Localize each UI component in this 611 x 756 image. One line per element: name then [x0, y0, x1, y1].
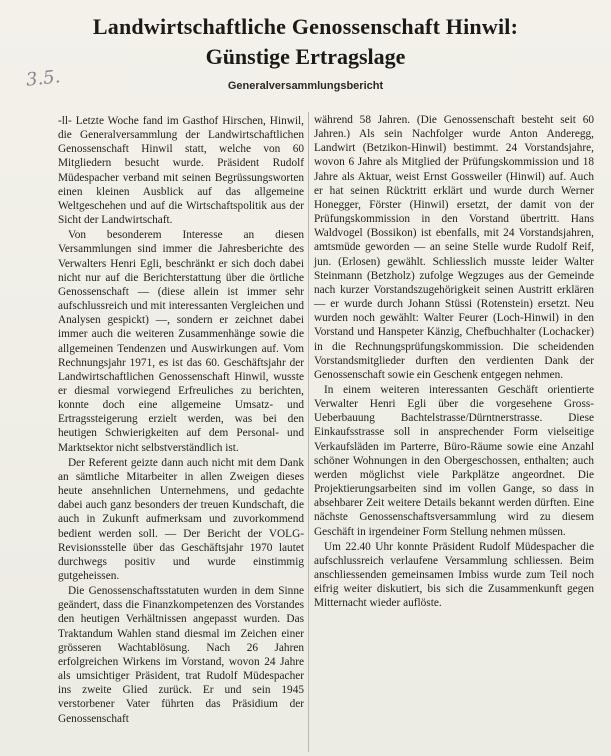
paragraph: Die Genossenschaftsstatuten wurden in dem Sinne geändert, dass die Finanzkompetenzen des Vorstandes den heutigen Verhältnissen angepasst wurden. Das Traktandum Wahlen stand diesmal im Zeichen einer grösseren Wachtablösung. Nach 26 Jahren erfolgreichen Wirkens im Vorstand, wovon 24 Jahre als umsichtiger Präsident, trat Rudolf Müdespacher ins zweite Glied zurück. Er und sein 1945 verstorbener Vater führten das Präsidium der Genossenschaft: [58, 585, 304, 725]
paragraph: Von besonderem Interesse an diesen Versammlungen sind immer die Jahresberichte des Verwalters Henri Egli, beschränkt er sich doch dabei nicht nur auf die Berichterstattung über die örtliche Genossenschaft — (diese allein ist immer sehr aufschlussreich und mit interessanten Vergleichen und Analysen gespickt) —, sondern er zeichnet dabei immer auch die weiteren Zusammenhänge sowie die allgemeinen Tendenzen und Auswirkungen auf. Vom Rechnungsjahr 1971, es ist das 60. Geschäftsjahr der Landwirtschaftlichen Genossenschaft Hinwil, wusste er diesmal vorwiegend Erfreuliches zu berichten, konnte doch eine allgemeine Umsatz- und Ertragssteigerung erzielt werden, was bei den heutigen Schwierigkeiten auf dem Personal- und Marktsektor nicht selbstverständlich ist.: [58, 229, 304, 454]
article-title-line-1: Landwirtschaftliche Genossenschaft Hinwil:: [92, 14, 519, 39]
article-subtitle: Generalversammlungsbericht: [227, 80, 384, 92]
column-divider: [308, 112, 309, 752]
paragraph: während 58 Jahren. (Die Genossenschaft besteht seit 60 Jahren.) Als sein Nachfolger wurde Anton Anderegg, Landwirt (Betzikon-Hinwil) bestimmt. 24 Vorstandsjahre, wovon 6 Jahre als Mitglied der Prüfungskommission und 18 Jahre als Aktuar, weist Ernst Gossweiler (Hinwil) auf. Auch er hat seinen Rücktritt erklärt und wurde durch Werner Honegger, Förster (Hinwil) ersetzt, der damit von der Prüfungskommission in den Vorstand übertritt. Hans Waldvogel (Bossikon) ist ebenfalls, mit 24 Vorstandsjahren, amtsmüde geworden — an seine Stelle wurde Rudolf Reif, jun. (Erlosen) gewählt. Schliesslich musste leider Walter Steinmann (Betzholz) zufolge Wegzuges aus der Gemeinde nach kurzer Vorstandszugehörigkeit seinen Austritt erklären — er wurde durch Johann Stüssi (Rotenstein) ersetzt. Neu wurden noch gewählt: Walter Feurer (Loch-Hinwil) in den Vorstand und Hanspeter Känzig, Chefbuchhalter (Lochacker) in die Rechnungsprüfungskommission. Die scheidenden Vorstandsmitglieder durften den verdienten Dank der Genossenschaft sowie ein Geschenk entgegen nehmen.: [314, 114, 594, 381]
paragraph: -ll- Letzte Woche fand im Gasthof Hirschen, Hinwil, die Generalversammlung der Landwirtschaftlichen Genossenschaft Hinwil statt, welche von 60 Mitgliedern besucht wurde. Präsident Rudolf Müdespacher verband mit seinen Begrüssungsworten einen kleinen Ausblick auf das allgemeine Weltgeschehen und auf die Wirtschaftspolitik aus der Sicht der Landwirtschaft.: [58, 115, 304, 227]
left-column: [58, 114, 304, 727]
handwritten-date-annotation: 3.5.: [24, 66, 62, 91]
paragraph: Um 22.40 Uhr konnte Präsident Rudolf Müdespacher die aufschlussreich verlaufene Versammlung schliessen. Beim anschliessenden gemeinsamen Imbiss wurde zum Teil noch eifrig weiter diskutiert, bis sich die Zusammenkunft gegen Mitternacht wieder auflöste.: [314, 540, 594, 610]
article-title-line-2: Günstige Ertragslage: [205, 44, 406, 69]
right-column: [314, 113, 594, 611]
paragraph: In einem weiteren interessanten Geschäft orientierte Verwalter Henri Egli über die vorgesehene Gross-Ueberbauung Bachtelstrasse/Dürntnerstrasse. Diese Einkaufsstrasse soll in ansprechender Form vielseitige Verkaufsläden im Parterre, Büro-Räume sowie eine Anzahl schöner Wohnungen in den Obergeschossen, enthalten; auch werden möglichst viele Parkplätze angeordnet. Die Projektierungsarbeiten sind im vollen Gange, so dass in absehbarer Zeit weitere Details bekannt werden dürften. Eine nächste Genossenschaftsversammlung wird zu diesem Geschäft in irgendeiner Form Stellung nehmen müssen.: [314, 383, 594, 538]
paragraph: Der Referent geizte dann auch nicht mit dem Dank an sämtliche Mitarbeiter in allen Zweigen dieses heute ansehnlichen Unternehmens, und gedachte dabei auch ganz besonders der treuen Kundschaft, die auch in Zukunft aufmerksam und zuvorkommend bedient werden soll. — Der Bericht der VOLG-Revisionsstelle über das Geschäftsjahr 1970 lautet durchwegs positiv und wurde einstimmig gutgeheissen.: [58, 456, 304, 582]
